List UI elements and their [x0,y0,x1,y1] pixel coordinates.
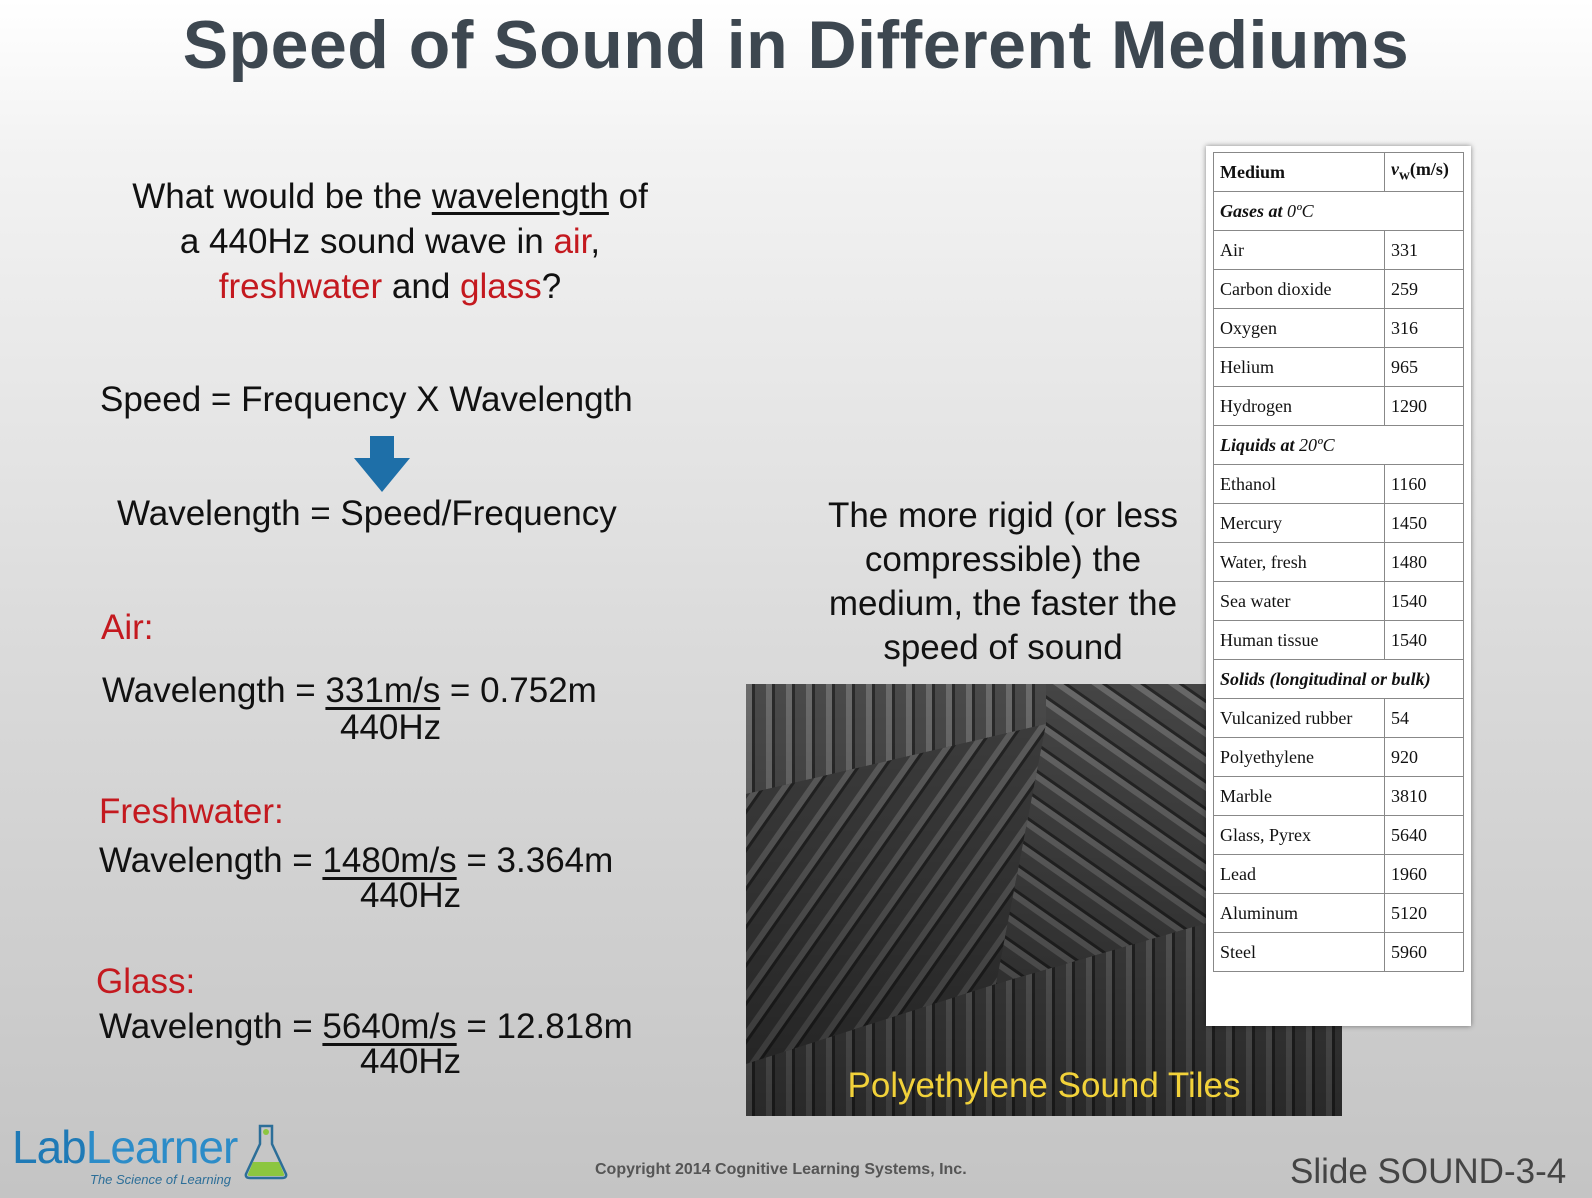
table-row [1214,933,1464,972]
medium-cell: Water, fresh [1214,543,1385,582]
speed-cell: 3810 [1385,777,1464,816]
glass-denominator: 440Hz [360,1042,462,1081]
rigidity-note: The more rigid (or less compressible) the medium, the faster the speed of sound [827,496,1179,667]
speed-of-sound-table [1213,152,1464,972]
table-row [1214,621,1464,660]
calc-prefix: Wavelength = [99,841,323,880]
table-header-row [1214,153,1464,192]
calc-numerator: 331m/s [325,671,441,710]
calc-prefix: Wavelength = [99,1007,323,1046]
medium-cell: Human tissue [1214,621,1385,660]
medium-cell: Helium [1214,348,1385,387]
calc-result: = 3.364m [456,841,614,880]
table-row [1214,231,1464,270]
question-part: and [382,267,461,306]
freshwater-calculation [99,842,613,879]
header-medium: Medium [1214,153,1385,192]
medium-cell: Air [1214,231,1385,270]
medium-cell: Mercury [1214,504,1385,543]
header-speed-symbol: v [1391,159,1399,180]
speed-cell: 5120 [1385,894,1464,933]
speed-cell: 920 [1385,738,1464,777]
lablearner-logo [12,1120,302,1192]
speed-cell: 1450 [1385,504,1464,543]
question-text [60,174,720,309]
medium-cell: Polyethylene [1214,738,1385,777]
logo-wordmark [12,1120,237,1174]
wavelength-term: wavelength [431,177,609,216]
table-row [1214,738,1464,777]
photo-caption: Polyethylene Sound Tiles [847,1066,1241,1105]
category-temp: 0ºC [1287,200,1314,221]
air-denominator: 440Hz [340,708,442,747]
medium-cell: Ethanol [1214,465,1385,504]
speed-cell: 5960 [1385,933,1464,972]
question-part: of [608,177,648,216]
freshwater-denominator: 440Hz [360,876,462,915]
medium-cell: Hydrogen [1214,387,1385,426]
category-row [1214,426,1464,465]
table-row [1214,504,1464,543]
medium-cell: Aluminum [1214,894,1385,933]
category-label: Liquids at [1220,434,1300,455]
table-row [1214,699,1464,738]
table-row [1214,309,1464,348]
logo-learner: Learner [85,1121,238,1173]
speed-cell: 5640 [1385,816,1464,855]
category-row [1214,192,1464,231]
speed-cell: 1540 [1385,621,1464,660]
speed-cell: 1960 [1385,855,1464,894]
medium-cell: Sea water [1214,582,1385,621]
glass-term: glass [460,267,542,306]
speed-cell: 259 [1385,270,1464,309]
header-speed-sub: w [1399,167,1410,184]
question-part: What would be the [132,177,432,216]
speed-cell: 965 [1385,348,1464,387]
table-row [1214,387,1464,426]
air-term: air [553,222,591,261]
copyright-text: Copyright 2014 Cognitive Learning Systems, Inc. [595,1161,967,1178]
freshwater-term: freshwater [218,267,383,306]
header-speed [1385,153,1464,192]
table-row [1214,894,1464,933]
calc-result: = 0.752m [440,671,597,710]
medium-cell: Vulcanized rubber [1214,699,1385,738]
speed-cell: 1290 [1385,387,1464,426]
medium-cell: Oxygen [1214,309,1385,348]
table-row [1214,816,1464,855]
table-row [1214,543,1464,582]
medium-cell: Marble [1214,777,1385,816]
question-part: ? [541,267,562,306]
table-row [1214,582,1464,621]
logo-lab: Lab [12,1121,86,1173]
speed-cell: 1160 [1385,465,1464,504]
calc-numerator: 5640m/s [322,1007,457,1046]
question-part: a 440Hz sound wave in [179,222,554,261]
calc-numerator: 1480m/s [322,841,457,880]
medium-cell: Glass, Pyrex [1214,816,1385,855]
air-label: Air: [101,608,154,647]
logo-tagline: The Science of Learning [90,1172,231,1187]
wavelength-formula: Wavelength = Speed/Frequency [117,494,617,533]
header-speed-unit: (m/s) [1409,159,1449,180]
question-part: , [590,222,601,261]
glass-label: Glass: [96,962,196,1001]
category-row [1214,660,1464,699]
calc-prefix: Wavelength = [102,671,326,710]
freshwater-label: Freshwater: [99,792,284,831]
table-row [1214,855,1464,894]
arrow-down-icon [354,436,410,492]
medium-cell: Lead [1214,855,1385,894]
table-row [1214,348,1464,387]
air-calculation [102,672,597,709]
medium-cell: Carbon dioxide [1214,270,1385,309]
slide-title: Speed of Sound in Different Mediums [182,7,1410,83]
slide-number: Slide SOUND-3-4 [1290,1152,1567,1191]
table-row [1214,777,1464,816]
speed-cell: 331 [1385,231,1464,270]
category-gases [1214,192,1464,231]
glass-calculation [99,1008,633,1045]
category-solids: Solids (longitudinal or bulk) [1214,660,1464,699]
flask-icon [244,1122,288,1180]
category-temp: 20ºC [1299,434,1335,455]
table-row [1214,270,1464,309]
speed-cell: 316 [1385,309,1464,348]
speed-cell: 1540 [1385,582,1464,621]
speed-formula: Speed = Frequency X Wavelength [100,380,633,419]
table-row [1214,465,1464,504]
category-label: Gases at [1220,200,1287,221]
speed-of-sound-table-card [1206,146,1471,1026]
speed-cell: 54 [1385,699,1464,738]
category-liquids [1214,426,1464,465]
calc-result: = 12.818m [456,1007,633,1046]
medium-cell: Steel [1214,933,1385,972]
speed-cell: 1480 [1385,543,1464,582]
